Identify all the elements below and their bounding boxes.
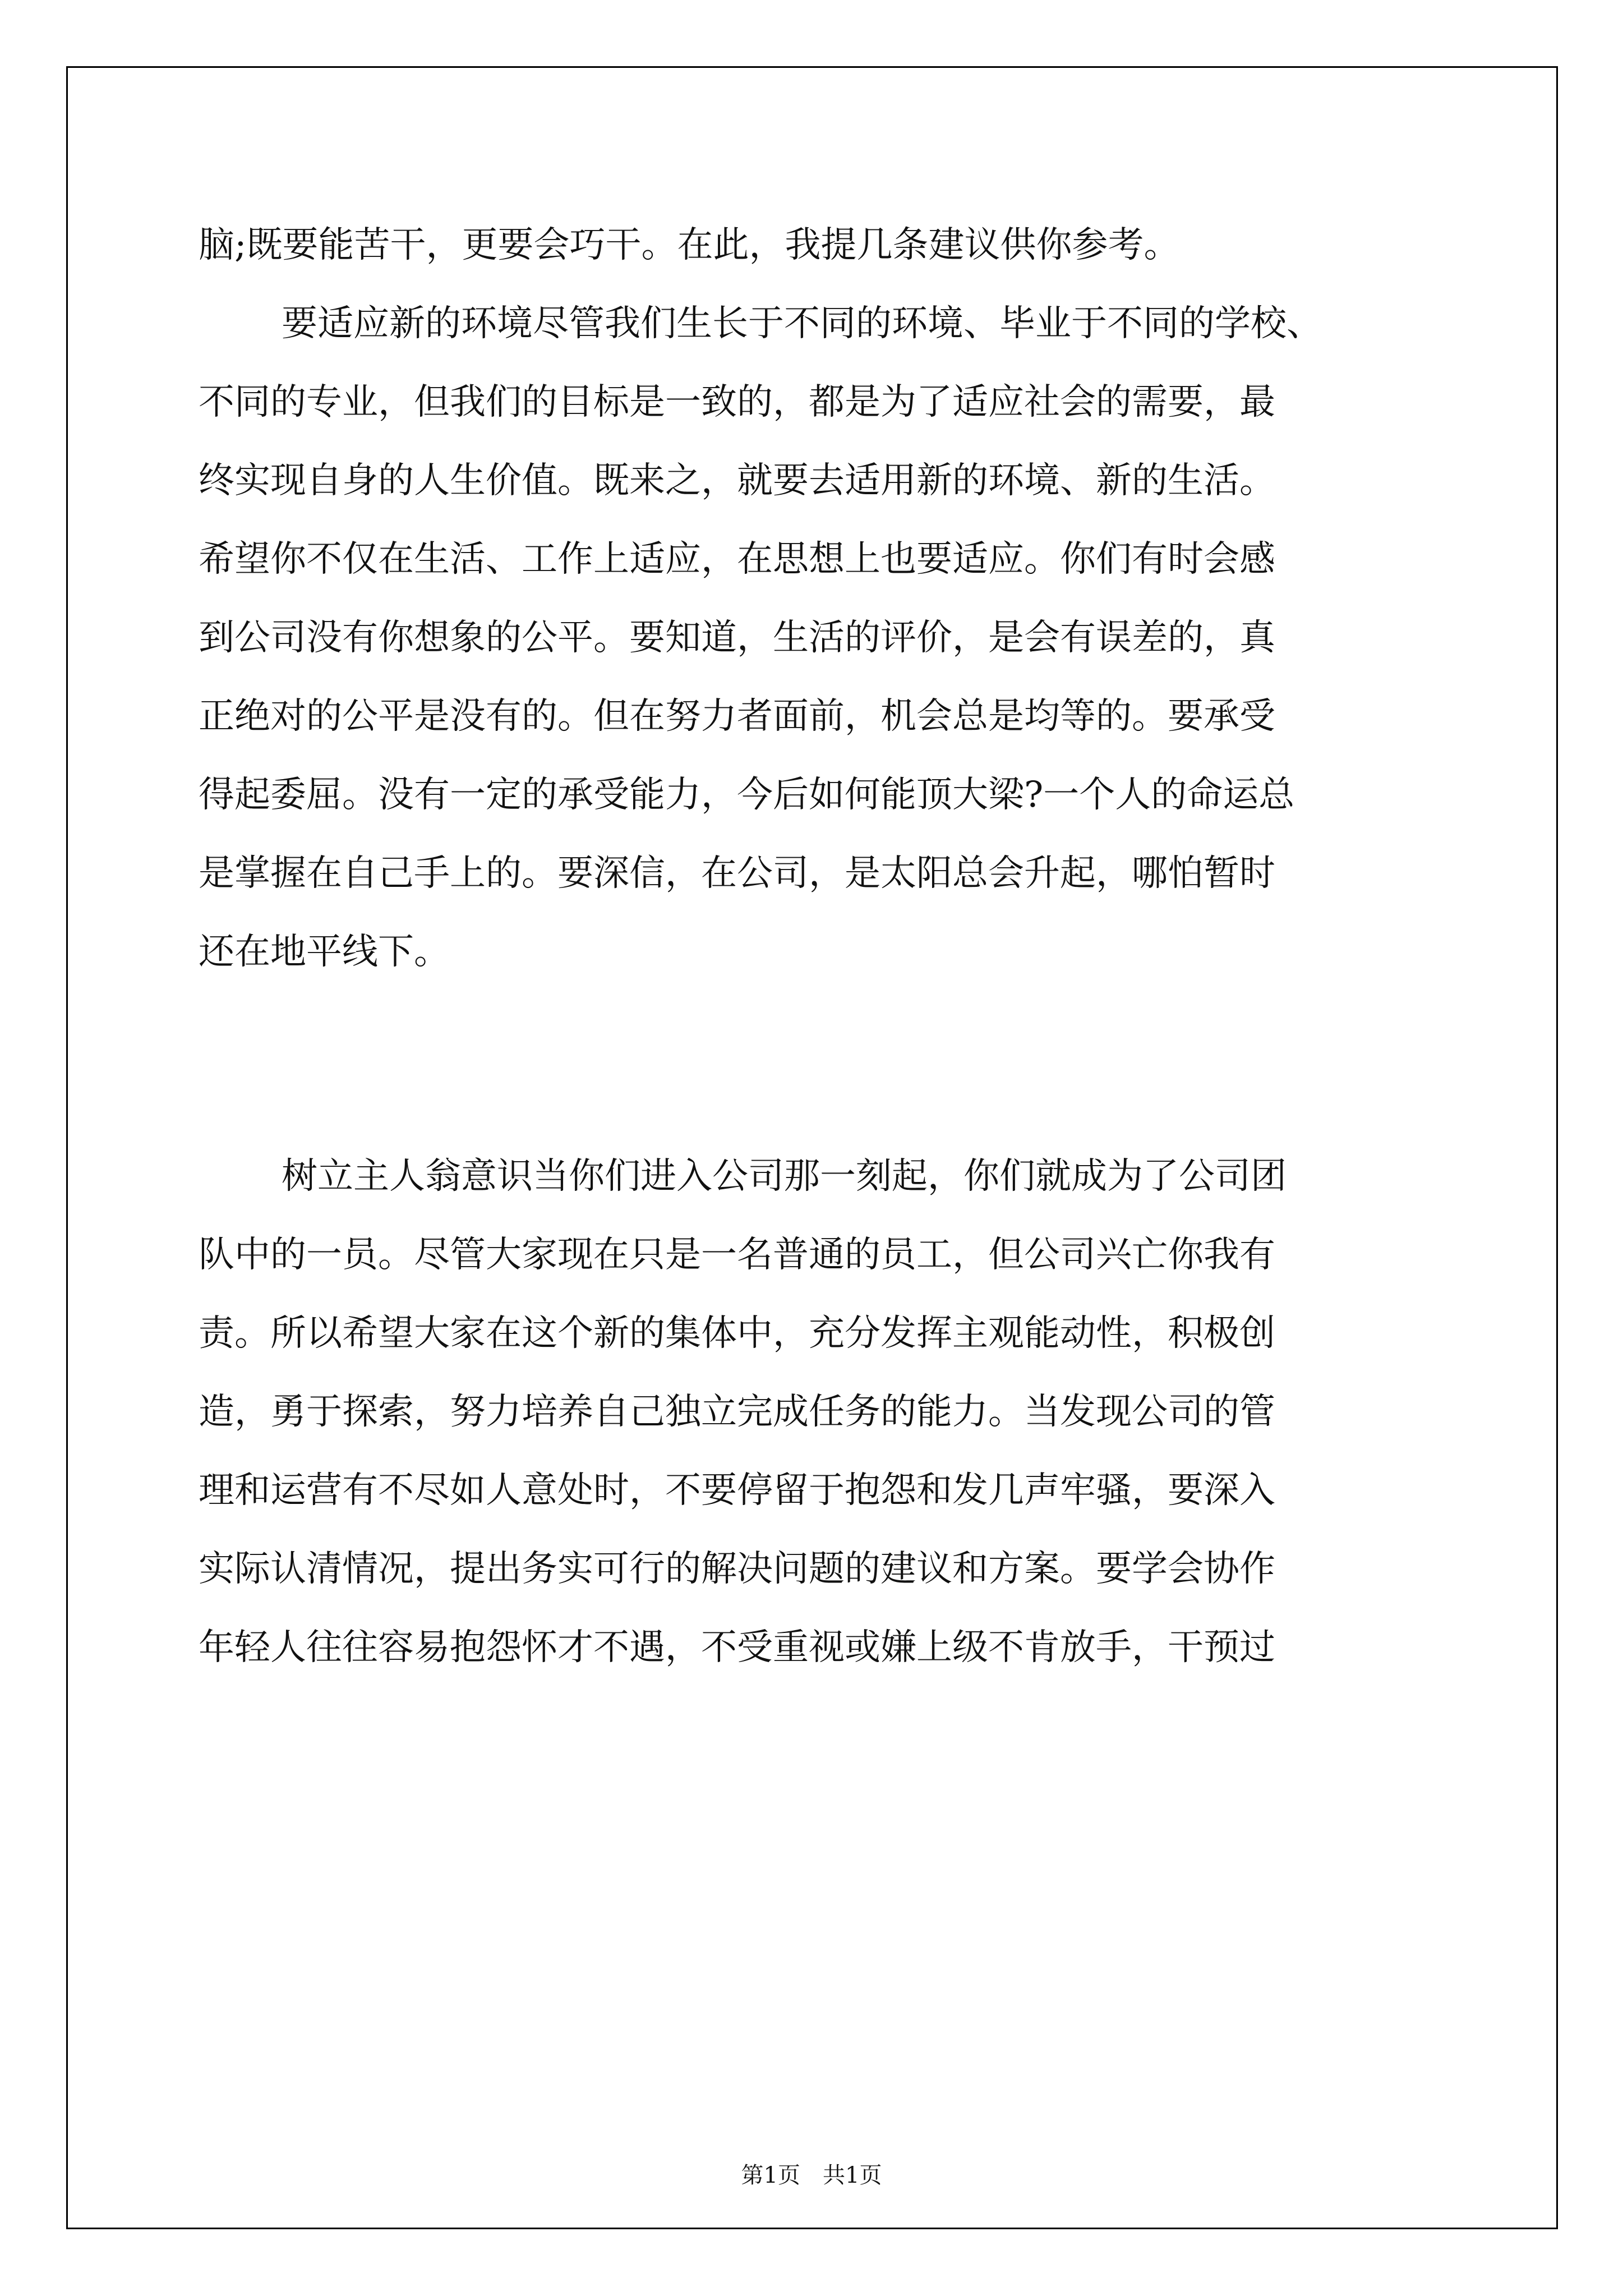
text-line: 得起委屈。没有一定的承受能力，今后如何能顶大梁?一个人的命运总 bbox=[199, 774, 1295, 816]
text-line: 造，勇于探索，努力培养自己独立完成任务的能力。当发现公司的管 bbox=[199, 1391, 1275, 1433]
text-line: 理和运营有不尽如人意处时，不要停留于抱怨和发几声牢骚，要深入 bbox=[199, 1470, 1275, 1511]
text-line: 终实现自身的人生价值。既来之，就要去适用新的环境、新的生活。 bbox=[199, 460, 1275, 501]
text-line: 年轻人往往容易抱怨怀才不遇，不受重视或嫌上级不肯放手，干预过 bbox=[199, 1627, 1275, 1668]
text-line: 脑;既要能苦干，更要会巧干。在此，我提几条建议供你参考。 bbox=[199, 224, 1180, 266]
page-number-footer: 第1页 共1页 bbox=[741, 2162, 882, 2188]
text-line: 正绝对的公平是没有的。但在努力者面前，机会总是均等的。要承受 bbox=[199, 696, 1275, 737]
text-line: 还在地平线下。 bbox=[199, 931, 450, 973]
text-line: 队中的一员。尽管大家现在只是一名普通的员工，但公司兴亡你我有 bbox=[199, 1234, 1275, 1276]
paragraph-first-line: 要适应新的环境尽管我们生长于不同的环境、毕业于不同的学校、 bbox=[282, 303, 1322, 344]
text-line: 不同的专业，但我们的目标是一致的，都是为了适应社会的需要，最 bbox=[199, 381, 1275, 423]
text-line: 到公司没有你想象的公平。要知道，生活的评价，是会有误差的，真 bbox=[199, 617, 1275, 659]
text-line: 希望你不仅在生活、工作上适应，在思想上也要适应。你们有时会感 bbox=[199, 539, 1275, 580]
text-line: 责。所以希望大家在这个新的集体中，充分发挥主观能动性，积极创 bbox=[199, 1313, 1275, 1354]
text-line: 是掌握在自己手上的。要深信，在公司，是太阳总会升起，哪怕暂时 bbox=[199, 853, 1275, 894]
text-line: 实际认清情况，提出务实可行的解决问题的建议和方案。要学会协作 bbox=[199, 1548, 1275, 1590]
paragraph-first-line: 树立主人翁意识当你们进入公司那一刻起，你们就成为了公司团 bbox=[282, 1156, 1287, 1197]
